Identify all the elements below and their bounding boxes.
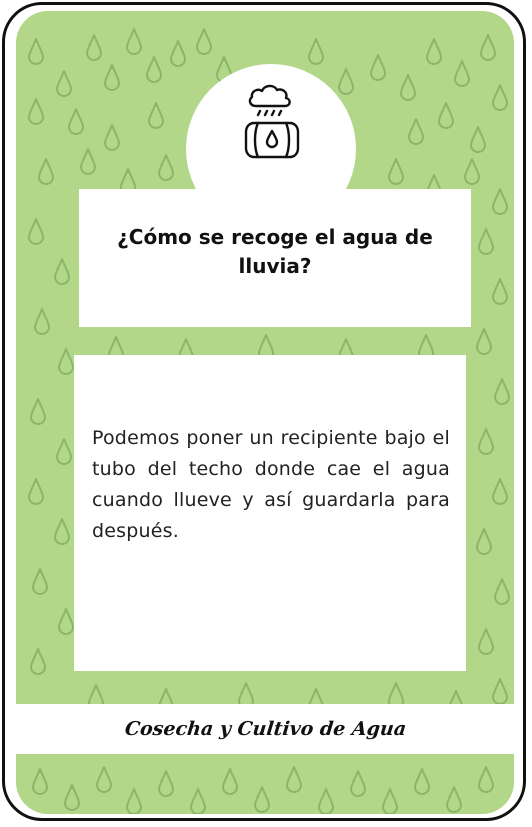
answer-box <box>74 355 466 671</box>
footer-title: Cosecha y Cultivo de Agua <box>123 718 408 740</box>
answer-text: Podemos poner un recipiente bajo el tubo del techo donde cae el agua cuando llueve y así guardarla para después. <box>92 427 450 542</box>
footer-band <box>14 704 517 754</box>
rain-cloud-barrel-icon <box>236 80 308 166</box>
question-box <box>79 189 471 327</box>
question-text: ¿Cómo se recoge el agua de lluvia? <box>117 225 433 278</box>
